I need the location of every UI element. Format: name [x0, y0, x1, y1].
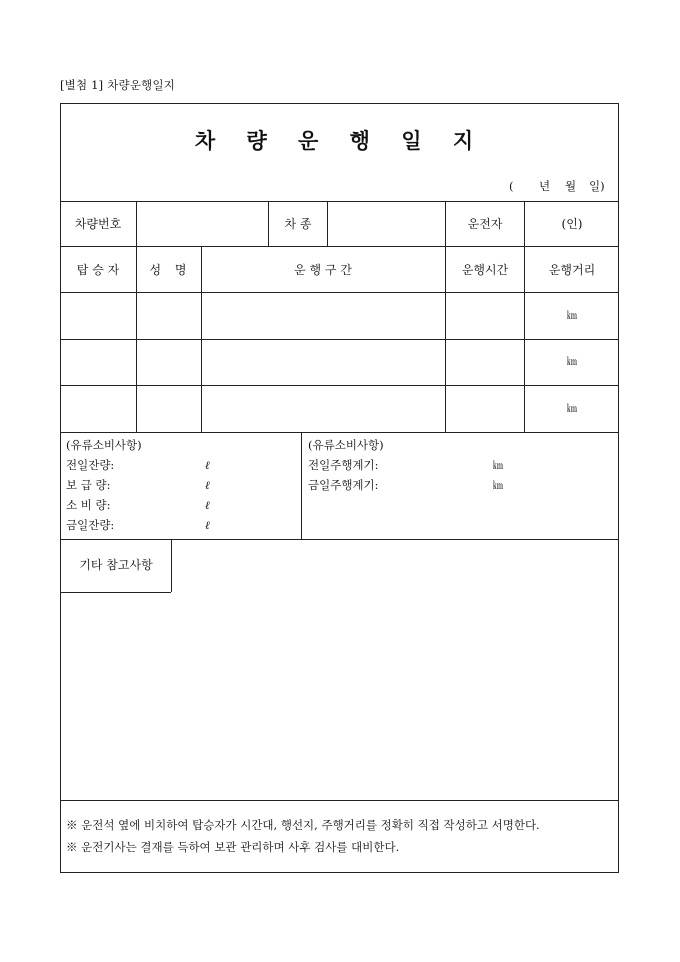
col-line-d [445, 201, 446, 246]
passenger-header: 탑 승 자 [76, 263, 120, 277]
col-line-distance [524, 246, 525, 432]
vehicle-number-label: 차량번호 [74, 217, 122, 231]
fuel-right-heading: (유류소비사항) [308, 438, 384, 452]
consumption-unit: ℓ [205, 498, 210, 512]
vehicle-type-label: 차 종 [284, 217, 312, 231]
today-odometer-unit: ㎞ [493, 481, 503, 492]
note-line-2: ※ 운전기사는 결재를 득하여 보관 관리하며 사후 검사를 대비한다. [66, 840, 400, 854]
date-day: 일) [589, 179, 605, 193]
seal-label: (인) [561, 217, 583, 231]
row-1-km-unit: ㎞ [567, 311, 577, 322]
date-open: ( [509, 179, 514, 193]
time-header: 운행시간 [461, 263, 509, 277]
date-year: 년 [539, 179, 551, 193]
divider-fuel-bottom [60, 539, 619, 540]
col-line-time [445, 246, 446, 432]
fuel-left-heading: (유류소비사항) [66, 438, 142, 452]
refuel-amount-unit: ℓ [205, 478, 210, 492]
today-remaining-unit: ℓ [205, 518, 210, 532]
attachment-label: [별첨 1] 차량운행일지 [60, 78, 176, 92]
col-line-a [136, 201, 137, 246]
prev-day-odometer-label: 전일주행계기: [308, 458, 379, 472]
divider-notes-top [60, 800, 619, 801]
name-header: 성 명 [149, 263, 187, 277]
col-line-e [524, 201, 525, 246]
prev-day-remaining-unit: ℓ [205, 458, 210, 472]
consumption-label: 소 비 량: [66, 498, 111, 512]
today-odometer-label: 금일주행계기: [308, 478, 379, 492]
driver-label: 운전자 [467, 217, 503, 231]
col-line-b [268, 201, 269, 246]
divider-header-bottom [60, 246, 619, 247]
row-3-km-unit: ㎞ [567, 404, 577, 415]
divider-date-bottom [60, 201, 619, 202]
divider-columns-bottom [60, 292, 619, 293]
distance-header: 운행거리 [548, 263, 596, 277]
row-2-km-unit: ㎞ [567, 357, 577, 368]
route-header: 운 행 구 간 [294, 263, 352, 277]
col-line-route [201, 246, 202, 432]
date-month: 월 [565, 179, 577, 193]
col-line-name [136, 246, 137, 432]
fuel-split-line [301, 432, 302, 539]
today-remaining-label: 금일잔량: [66, 518, 115, 532]
page-title: 차 량 운 행 일 지 [194, 128, 486, 153]
divider-row-2 [60, 385, 619, 386]
note-line-1: ※ 운전석 옆에 비치하여 탑승자가 시간대, 행선지, 주행거리를 정확히 직접 작성하고 서명한다. [66, 818, 540, 832]
refuel-amount-label: 보 급 량: [66, 478, 111, 492]
prev-day-odometer-unit: ㎞ [493, 461, 503, 472]
divider-row-3 [60, 432, 619, 433]
divider-row-1 [60, 339, 619, 340]
prev-day-remaining-label: 전일잔량: [66, 458, 115, 472]
col-line-c [327, 201, 328, 246]
other-notes-box-right [171, 539, 172, 592]
other-notes-label: 기타 참고사항 [79, 558, 153, 572]
other-notes-box-bottom [60, 592, 171, 593]
